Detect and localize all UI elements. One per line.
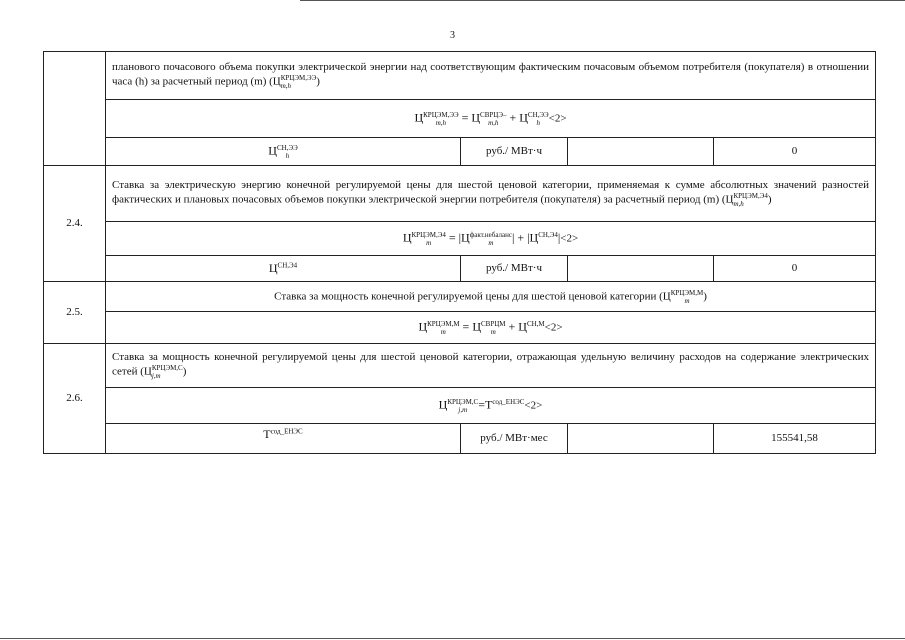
- empty-cell: [568, 256, 714, 282]
- unit-cell: руб./ МВт·ч: [461, 256, 568, 282]
- scan-edge-top: [300, 0, 905, 1]
- value-row: [44, 138, 876, 166]
- table-row: [44, 166, 876, 222]
- formula-cell: Ц КРЦЭМ,С j,m $=T^{сод\_ЕНЭС}<2>$: [106, 388, 876, 424]
- formula-row: [44, 388, 876, 424]
- row-number-cell: [44, 52, 106, 166]
- row-number-cell: 2.6.: [44, 344, 106, 454]
- symbol-cell: Ц СН,ЭЭ h: [106, 138, 461, 166]
- formula-cell: Ц КРЦЭМ,ЭЭ m,h = Ц СВРЦЭ– m,h + Ц СН,ЭЭ h <2>: [106, 100, 876, 138]
- row-number-cell: 2.4.: [44, 166, 106, 282]
- empty-cell: [568, 138, 714, 166]
- description-text: планового почасового объема покупки электрической энергии над соответствующим фактическим почасовым объемом потребителя (покупателя) в отношении часа (h) за расчетный период (m) (Ц: [112, 61, 870, 88]
- description-cell: Ставка за электрическую энергию конечной регулируемой цены для шестой ценовой категории, применяемая к сумме абсолютных значений разностей фактических и плановых почасовых объемов покупки электрической энергии потребителя (покупателя) за расчетный период (m) (Ц КРЦЭМ,Э4 m,h ): [106, 166, 876, 222]
- unit-cell: руб./ МВт·ч: [461, 138, 568, 166]
- description-cell: Ставка за мощность конечной регулируемой цены для шестой ценовой категории, отражающая удельную величину расходов на содержание электрических сетей (Ц КРЦЭМ,С j,m ): [106, 344, 876, 388]
- value-row: [44, 424, 876, 454]
- formula-row: [44, 222, 876, 256]
- description-cell: планового почасового объема покупки электрической энергии над соответствующим фактическим почасовым объемом потребителя (покупателя) в отношении часа (h) за расчетный период (m) (Ц КРЦЭМ,ЭЭ m,h ): [106, 52, 876, 100]
- tariff-table: [43, 51, 876, 454]
- formula-cell: Ц КРЦЭМ,М m = Ц СВРЦМ m + $Ц^{СН,М}<2>$: [106, 312, 876, 344]
- symbol-cell: $T^{сод\_ЕНЭС}$: [106, 424, 461, 454]
- formula-cell: Ц КРЦЭМ,Э4 m = |Ц факт.небаланс m | + $|Ц^{СН,Э4}|<2>$: [106, 222, 876, 256]
- table-row: [44, 282, 876, 312]
- formula-row: [44, 312, 876, 344]
- value-row: [44, 256, 876, 282]
- table-row: [44, 344, 876, 388]
- value-cell: 0: [714, 138, 876, 166]
- scan-edge-bottom: [0, 638, 905, 639]
- unit-cell: руб./ МВт·мес: [461, 424, 568, 454]
- symbol-index: КРЦЭМ,ЭЭ m,h: [280, 74, 317, 90]
- table-row: [44, 52, 876, 100]
- empty-cell: [568, 424, 714, 454]
- value-cell: 0: [714, 256, 876, 282]
- page-number: 3: [450, 30, 455, 41]
- formula-row: [44, 100, 876, 138]
- value-cell: 155541,58: [714, 424, 876, 454]
- row-number-cell: 2.5.: [44, 282, 106, 344]
- description-cell: Ставка за мощность конечной регулируемой цены для шестой ценовой категории (Ц КРЦЭМ,М m ): [106, 282, 876, 312]
- symbol-cell: $Ц^{СН,Э4}$: [106, 256, 461, 282]
